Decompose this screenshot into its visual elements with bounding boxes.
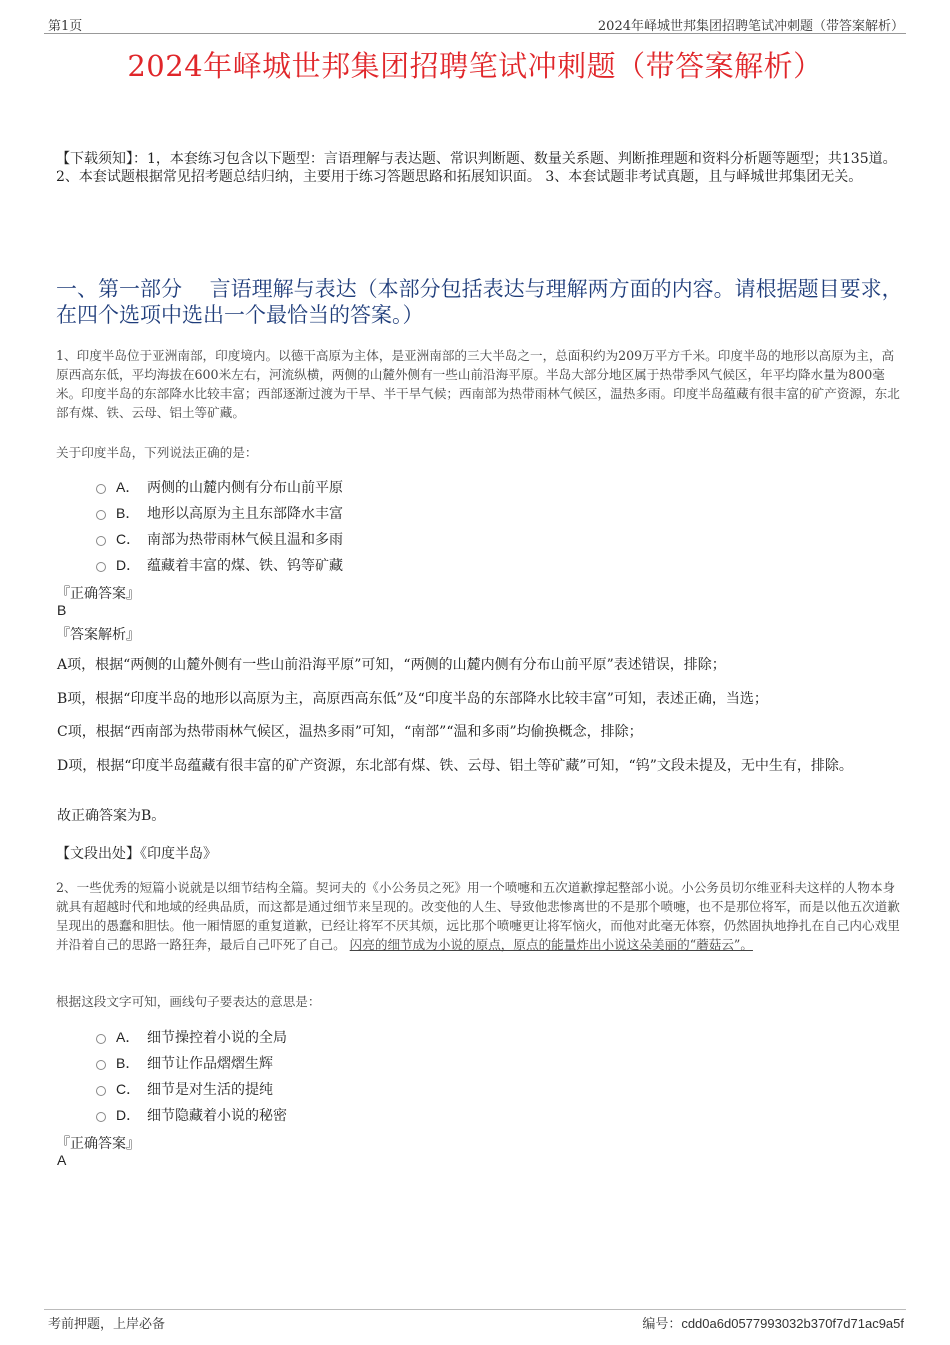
radio-icon[interactable] <box>96 1034 106 1044</box>
option-text: 细节操控着小说的全局 <box>147 1030 287 1046</box>
q1-conclusion: 故正确答案为B。 <box>57 808 166 824</box>
q2-option-a[interactable] <box>96 1027 287 1047</box>
q1-question: 关于印度半岛，下列说法正确的是： <box>56 445 258 460</box>
q1-analysis-c: C项，根据“西南部为热带雨林气候区，温热多雨”可知，“南部”“温和多雨”均偷换概念，排除； <box>57 724 643 740</box>
running-header-title: 2024年峄城世邦集团招聘笔试冲刺题（带答案解析） <box>597 19 904 34</box>
q2-option-c[interactable] <box>96 1079 273 1099</box>
footer-code-value: cdd0a6d0577993032b370f7d71ac9a5f <box>681 1316 904 1331</box>
radio-icon[interactable] <box>96 536 106 546</box>
q2-option-b[interactable] <box>96 1053 273 1073</box>
option-key: D． <box>116 1107 141 1123</box>
q1-passage: 1、印度半岛位于亚洲南部，印度境内。以德干高原为主体，是亚洲南部的三大半岛之一，总面积约为209万平方千米。印度半岛的地形以高原为主，高原西高东低，平均海拔在600米左右，河流纵横，两侧的山麓外侧有一些山前沿海平原。半岛大部分地区属于热带季风气候区，年平均降水量为800毫米。印度半岛的东部降水比较丰富；西部逐渐过渡为干旱、半干旱气候；西南部为热带雨林气候区，温热多雨。印度半岛蕴藏有很丰富的矿产资源，东北部有煤、铁、云母、铝土等矿藏。 <box>56 348 900 420</box>
q1-source: 【文段出处】《印度半岛》 <box>56 846 217 862</box>
option-text: 细节隐藏着小说的秘密 <box>147 1108 287 1124</box>
q1-option-c[interactable] <box>96 529 343 549</box>
page-number: 第1页 <box>48 19 83 34</box>
q1-option-d[interactable] <box>96 555 343 575</box>
option-text: 地形以高原为主且东部降水丰富 <box>147 506 343 522</box>
option-key: D． <box>116 557 141 573</box>
header-divider <box>44 33 906 34</box>
q2-answer: A <box>57 1152 67 1168</box>
radio-icon[interactable] <box>96 484 106 494</box>
radio-icon[interactable] <box>96 1060 106 1070</box>
radio-icon[interactable] <box>96 1112 106 1122</box>
option-text: 南部为热带雨林气候且温和多雨 <box>147 532 343 548</box>
footer-code-label: 编号： <box>642 1317 682 1332</box>
q1-answer-label: 『正确答案』 <box>56 586 140 602</box>
radio-icon[interactable] <box>96 1086 106 1096</box>
q1-option-a[interactable] <box>96 477 343 497</box>
radio-icon[interactable] <box>96 510 106 520</box>
q2-passage <box>56 878 906 954</box>
option-key: A． <box>116 1029 140 1045</box>
q2-option-d[interactable] <box>96 1105 287 1125</box>
option-key: C． <box>116 1081 141 1097</box>
option-text: 细节是对生活的提纯 <box>147 1082 273 1098</box>
radio-icon[interactable] <box>96 562 106 572</box>
q1-analysis-a: A项，根据“两侧的山麓外侧有一些山前沿海平原”可知，“两侧的山麓内侧有分布山前平原”表述错误，排除； <box>57 657 726 673</box>
q1-analysis-label: 『答案解析』 <box>56 627 140 643</box>
option-text: 蕴藏着丰富的煤、铁、钨等矿藏 <box>147 558 343 574</box>
q2-passage-main: 2、一些优秀的短篇小说就是以细节结构全篇。契诃夫的《小公务员之死》用一个喷嚏和五次道歉撑起整部小说。小公务员切尔维亚科夫这样的人物本身就具有超越时代和地域的经典品质，而这都是通过细节来呈现的。改变他的人生、导致他悲惨离世的不是那个喷嚏，也不是那位将军，而是以他五次道歉呈现出的愚蠢和胆怯。他一厢情愿的重复道歉，已经让将军不厌其烦，远比那个喷嚏更让将军恼火，而他对此毫无体察，仍然固执地挣扎在自己内心戏里并沿着自己的思路一路狂奔，最后自己吓死了自己。 <box>56 880 900 952</box>
q1-analysis-b: B项，根据“印度半岛的地形以高原为主，高原西高东低”及“印度半岛的东部降水比较丰富”可知，表述正确，当选； <box>57 691 768 707</box>
option-key: B． <box>116 1055 140 1071</box>
document-title: 2024年峄城世邦集团招聘笔试冲刺题（带答案解析） <box>127 49 823 83</box>
option-key: A． <box>116 479 140 495</box>
option-key: C． <box>116 531 141 547</box>
footer-slogan: 考前押题，上岸必备 <box>48 1317 166 1332</box>
q1-option-b[interactable] <box>96 503 343 523</box>
q1-answer: B <box>57 602 67 618</box>
download-notice: 【下载须知】：1，本套练习包含以下题型：言语理解与表达题、常识判断题、数量关系题、判断推理题和资料分析题等题型；共135道。 2、本套试题根据常见招考题总结归纳，主要用于练习答题思路和拓展知识面。 3、本套试题非考试真题，且与峄城世邦集团无关。 <box>56 151 897 185</box>
q2-question: 根据这段文字可知，画线句子要表达的意思是： <box>56 994 321 1009</box>
footer-doc-code <box>642 1313 904 1332</box>
option-text: 细节让作品熠熠生辉 <box>147 1056 273 1072</box>
q2-underlined-sentence: 闪亮的细节成为小说的原点，原点的能量炸出小说这朵美丽的“蘑菇云”。 <box>349 937 753 952</box>
section-heading: 一、第一部分 言语理解与表达（本部分包括表达与理解两方面的内容。请根据题目要求，在四个选项中选出一个最恰当的答案。） <box>56 277 903 327</box>
option-key: B． <box>116 505 140 521</box>
q2-answer-label: 『正确答案』 <box>56 1136 140 1152</box>
option-text: 两侧的山麓内侧有分布山前平原 <box>147 480 343 496</box>
q1-analysis-d: D项，根据“印度半岛蕴藏有很丰富的矿产资源，东北部有煤、铁、云母、铝土等矿藏”可知，“钨”文段未提及，无中生有，排除。 <box>57 758 853 774</box>
footer-divider <box>44 1309 906 1310</box>
